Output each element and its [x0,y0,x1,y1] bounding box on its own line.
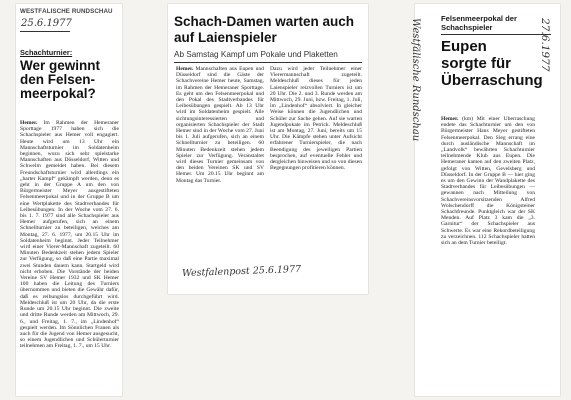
headline-rule [174,62,362,63]
article-kicker: Felsenmeerpokal der Schachspieler [441,14,517,32]
article-lead: Hemer. [441,116,459,122]
kicker-rule [441,34,551,35]
article-text-left: Mannschaften aus Eupen und Düsseldorf sind die Gäste der Schachvereine Hemer heute, Samstag, im Rahmen der Hemeraner Sporttage. Es geht um den Felsenmeerpokal und den Pokal des Stadtverbandes für Leibesübungen gespielt. Ab 13 Uhr wird im Soldatenheim gespielt. Alle sichtungsinteressierten und organisierten Schachspieler der Stadt Hemer sind in der Woche vom 27. Juni bis 1. Juli aufgerufen, sich an einem Schnellturnier zu beteiligen. 60 Minuten Bedenkzeit stehen jedem Spieler zur Verfügung. Veranstaltet wird dieses Turnier gemeinsam von den beiden Vereinen SK und SV Hemer. Um 20.15 Uhr beginnt am Montag das Turnier. [176,66,264,184]
date-underline [20,31,70,32]
clipping-westfaelische-rundschau-2 [410,4,560,396]
article-headline: Eupen sorgte für Überraschung [441,38,543,89]
article-subheadline: Ab Samstag Kampf um Pokale und Plaketten [174,50,338,59]
article-column-left [176,66,264,266]
article-kicker: Schachturnier: [20,48,73,57]
article-lead: Hemer. [20,120,38,126]
handwritten-date: 27.6.1977 [539,18,551,72]
article-headline: Wer gewinnt den Felsen-meerpokal? [20,58,101,101]
handwritten-source-date: Westfalenpost 25.6.1977 [181,263,302,280]
article-body [20,120,119,392]
handwritten-date: 25.6.1977 [21,18,72,29]
clipping-westfaelische-rundschau-1 [16,4,122,396]
article-column-right: Dazu wird jeder Teilnehmer einer Vierermannschaft zugeteilt. Meldeschluß dieses für jeden Laienspieler reizvollen Turniers ist um 20 Uhr. Die 2. und 3. Runde werden am Mittwoch, 29. Juni, bzw. Freitag, 1. Juli, im „Lindenhof“ absolviert. In gleicher Weise können die Jugendlichen und Schüler zur Sache gehen. Auf sie warten Jugendpokale im Petrick. Meldeschluß ist am Montag, 27. Juni, bereits um 15 Uhr. Die Kämpfe stehen unter Aufsicht erfahrener Turnierspieler, die nach Beendigung des jeweiligen Partien besprochen, auf eventuelle Fehler und dergleichen hinweisen und so von diesen Begegnungen profitieren können. [270,66,362,172]
article-text: (km) Mit einer Überraschung endete das Schachturnier um den von Bürgermeister Hans Meyer gestifteten Felsenmeerpokal. Den Sieg errang eine durch ausländische Mannschaft im „Landvolk“ bewährten Schachturnier teilnehmende Klub aus Eupen. Die Hemeraner kamen auf den zweiten Platz, gefolgt von Witten, Gevelsberg und Düsseldorf. In der Gruppe B — hier ging es um den Gewinn der Wandplakette des Stadtverbandes für Leibesübungen — gewannen nach Mitteilung von Schachvereinsvorsitzenden Alfred Wolschendorff die Königsteiner Schachfreunde. Punktgleich war der SK Menden. Auf Platz 3 kam die „3. Garnitur“ der Schachspieler aus Schwerte. Es war eine Rekordbeteiligung zu verzeichnen. 112 Schachspieler hatten sich an dem Turnier beteiligt. [441,116,535,247]
article-body [441,116,535,346]
article-text: Im Rahmen der Hemeraner Sporttage 1977 haben sich die Schachspieler aus Hemer voll engagiert. Heute wird um 13 Uhr ein Mannschaftsturnier im Soldatenheim beginnen, wozu sich sehr spielstarke Mannschaften aus Dösseldorf, Witten und Schwelm gemeldet haben. Bei diesem Freundschaftsturnier wird allerdings ein „harter Kampf“ gekämpft werden, denn es geht in der Gruppe A um den von Bürgermeister Meyer ausgestifteten Felsenmeerpokal und in der Gruppe B um eine Wertplakette des Stadtverbandes für Leibesübungen. In der Woche vom 27. 6. bis 1. 7. 1977 sind alle Schachspieler aus Hemer aufgerufen, sich an einem Schnellturnier zu beteiligen, welches am Montag, 27. 6. 1977, um 20.15 Uhr im Soldatenheim beginnt. Jeder Teilnehmer wird einer Vierer-Mannschaft zugeteilt. 60 Minuten Bedenkzeit stehen jedem Spieler zur Verfügung, so daß eine Partie maximal zwei Stunden dauern kann. Startgeld wird nicht erhoben. Die Vorstände der beiden Vereine SV Hemer 1932 und SK Hemer 100 haben die Leitung des Turniers übernommen und bieten die Gewähr dafür, daß es reibungslos durchgeführt wird. Meldeschluß ist um 20 Uhr, da die erste Runde um 20.15 Uhr beginnt. Die zweite und dritte Runde werden am Mittwoch, 29. 6., und Freitag, 1. 7., im „Lindenhof“ gespielt werden. Im Sönnlichen Frauen als auch für die Jugend von Hemer ausgesucht, so einem Jugendlichen und Schülerturnier teilnehmen am Freitag, 1. 7., um 15 Uhr. [20,120,119,350]
article-lead: Hemer. [176,66,194,72]
clipping-westfalenpost [168,4,368,294]
newspaper-name: WESTFÄLISCHE RUNDSCHAU [20,8,113,15]
handwritten-source: Westfälische Rundschau [410,18,421,142]
article-headline: Schach-Damen warten auch auf Laienspieler [174,14,355,45]
